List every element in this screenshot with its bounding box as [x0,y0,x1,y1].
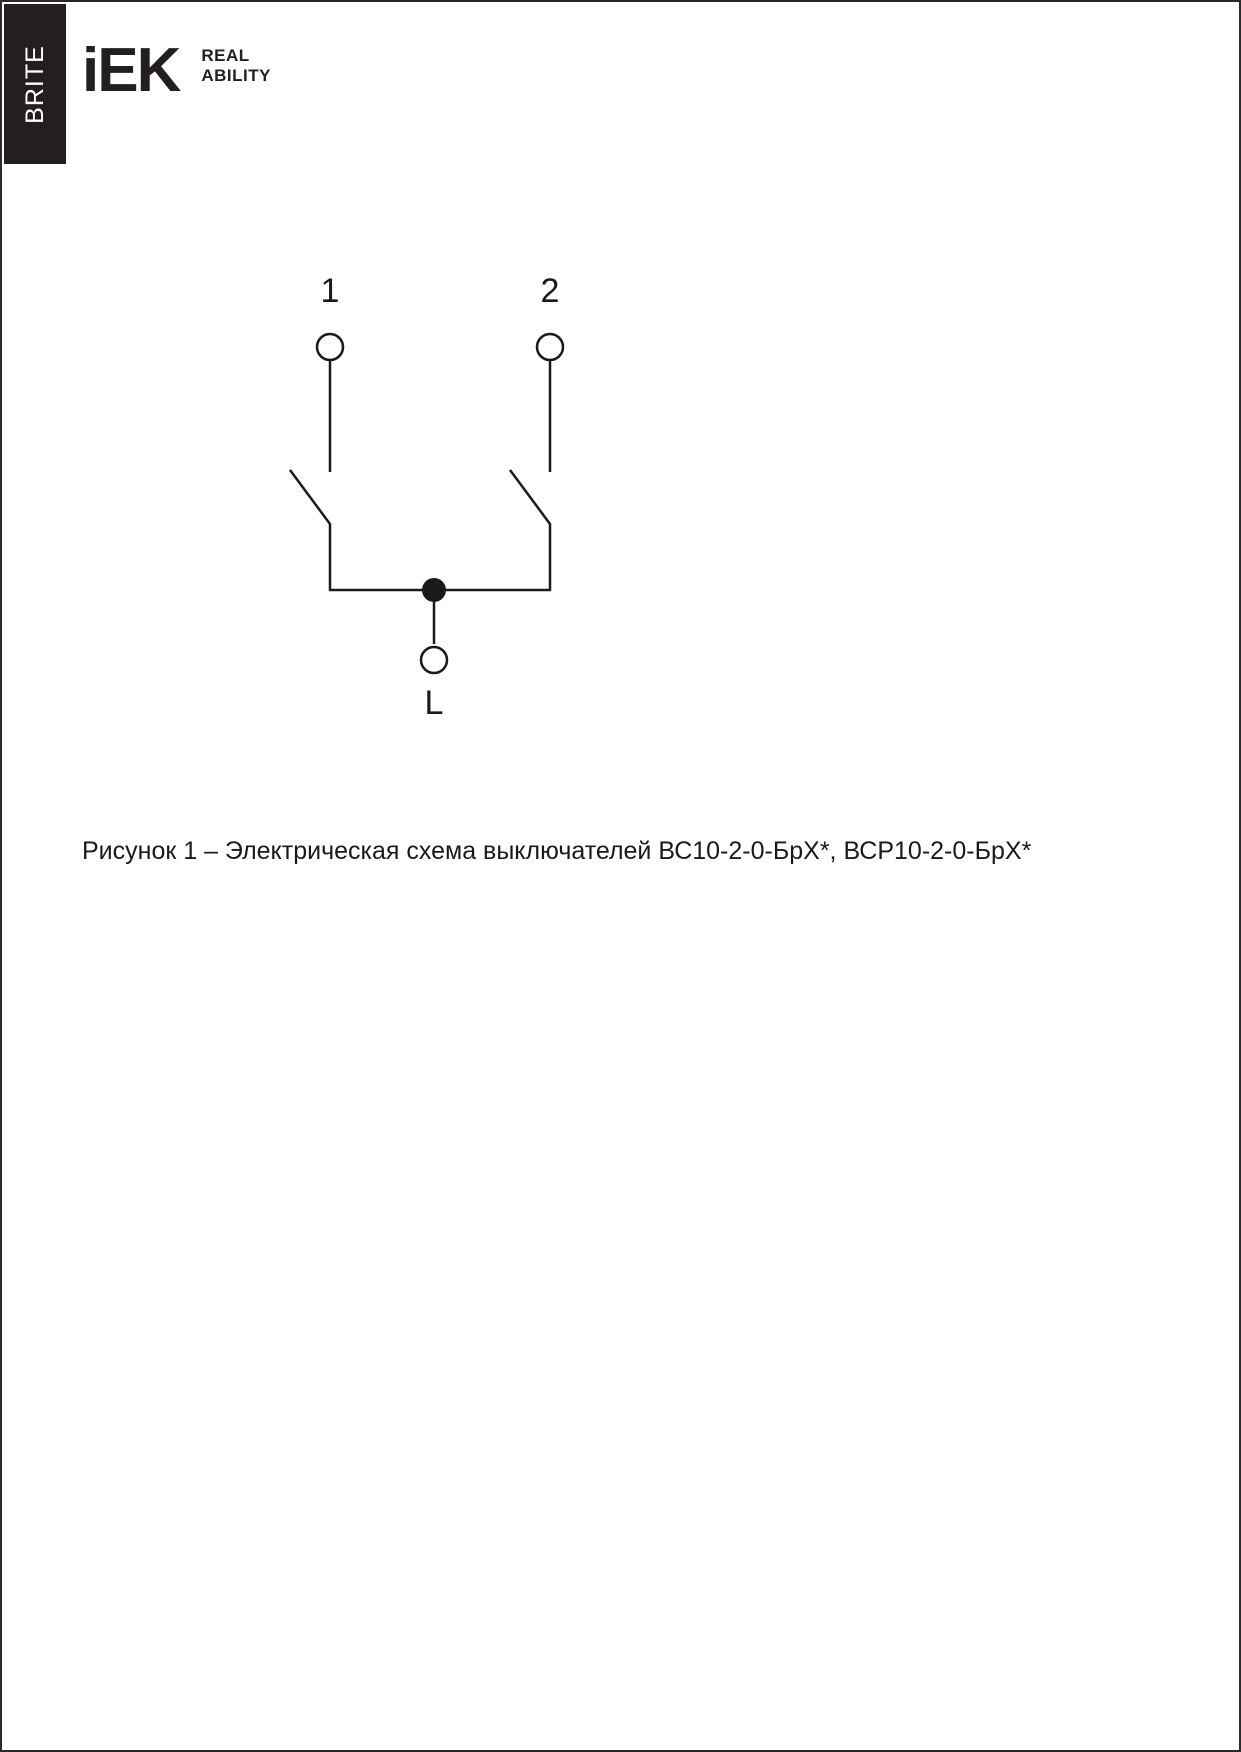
logo-tagline-line-2: ABILITY [201,66,271,85]
common-terminal-label: L [424,684,444,722]
iek-logo [82,36,271,105]
figure-caption: Рисунок 1 – Электрическая схема выключателей ВС10-2-0-БрХ*, ВСР10-2-0-БрХ* [82,837,1032,865]
common-terminal-node [421,647,447,673]
terminal-2-node [537,334,563,360]
logo-wordmark: iEK [82,36,180,105]
logo-tagline [201,46,271,86]
terminal-1-label: 1 [320,272,340,310]
logo-tagline-line-1: REAL [201,46,250,65]
brand-side-tab-label: BRITE [20,44,49,124]
switch-wiring-svg [82,252,782,752]
switch-blade-right [434,470,550,590]
junction-node [422,578,446,602]
switch-blade-left [290,470,434,590]
terminal-1-node [317,334,343,360]
terminal-2-label: 2 [540,272,560,310]
figure-schematic [82,252,1142,752]
brand-side-tab [4,4,66,164]
